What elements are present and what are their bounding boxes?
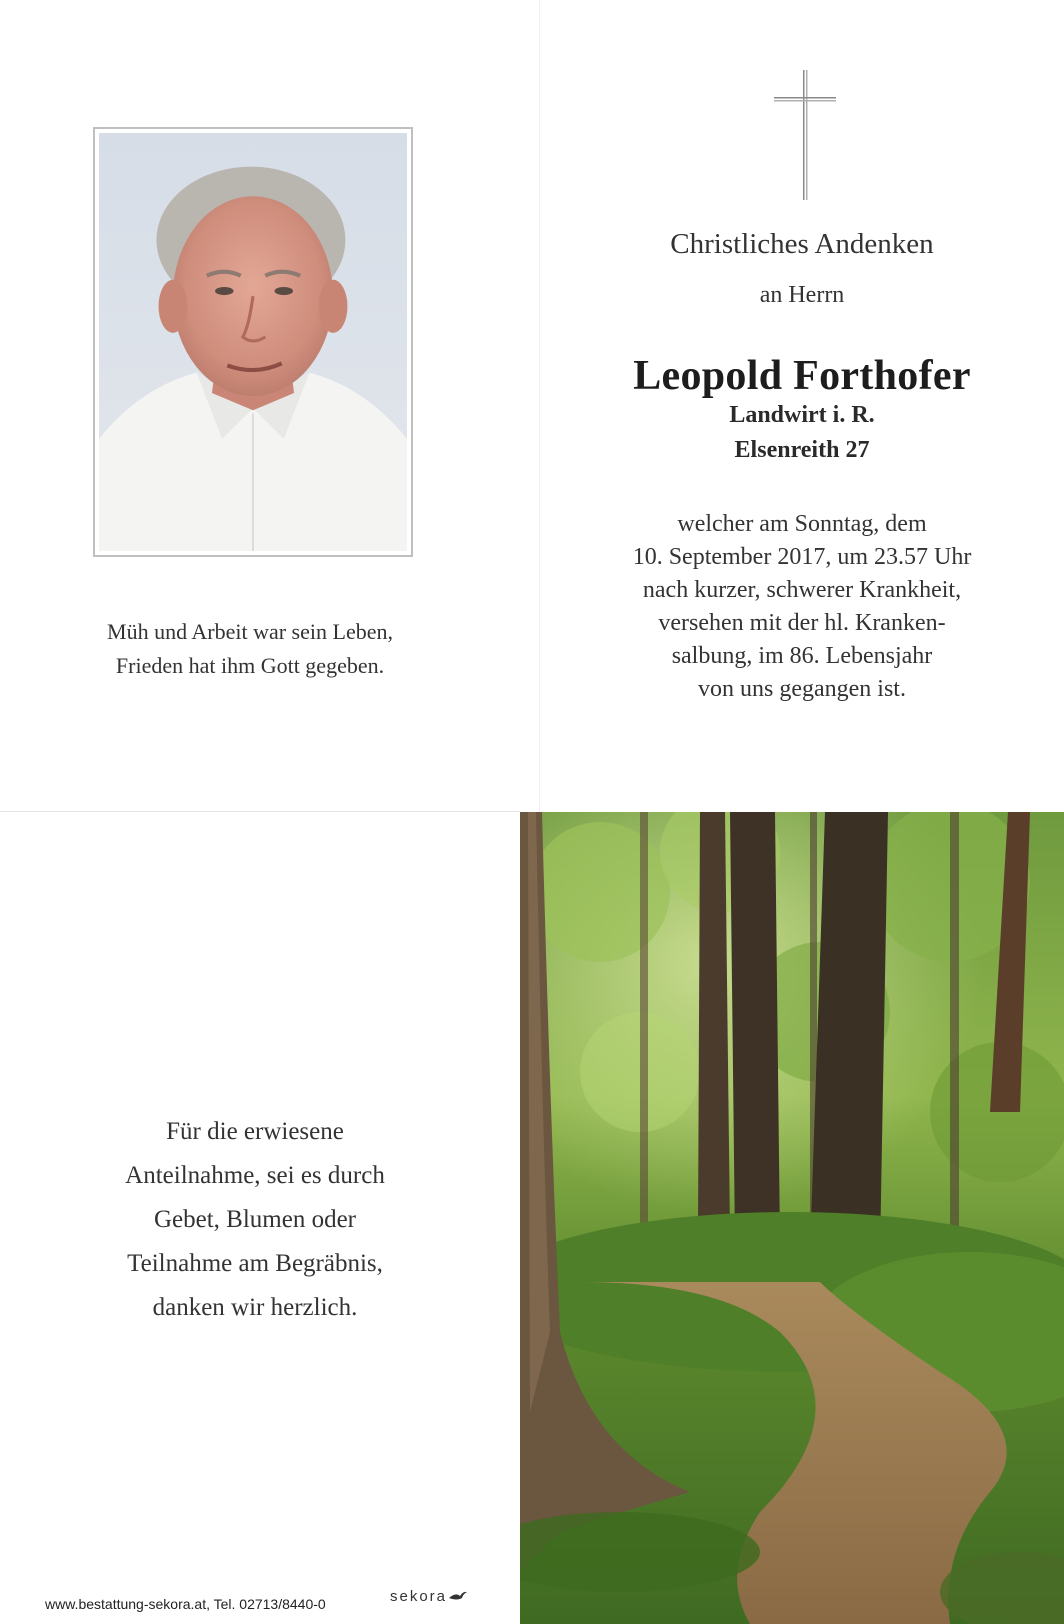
footer-contact: www.bestattung-sekora.at, Tel. 02713/8440-0 [45,1596,326,1612]
occupation: Landwirt i. R. [729,402,875,428]
cross-icon [774,70,836,200]
thanks-text [0,1110,510,1330]
thanks-line: Gebet, Blumen oder [153,1206,357,1233]
obituary-line: nach kurzer, schwerer Krankheit, [642,577,962,603]
verse-line: Müh und Arbeit war sein Leben, [107,619,393,644]
forest-panel [520,812,1064,1624]
fold-line-horizontal [0,811,520,812]
obituary-line: salbung, im 86. Lebensjahr [671,643,933,669]
thanks-line: danken wir herzlich. [152,1294,358,1321]
salutation: an Herrn [759,282,845,308]
portrait-panel [0,0,540,812]
brand-logo: sekora [390,1588,448,1605]
bird-icon [448,1590,468,1602]
forest-photo [520,812,1064,1624]
obituary-line: 10. September 2017, um 23.57 Uhr [632,544,972,570]
verse [40,615,460,683]
obituary-text [540,508,1064,706]
deceased-name: Leopold Forthofer [633,353,971,399]
obituary-line: welcher am Sonntag, dem [677,511,927,537]
portrait-photo [93,127,413,557]
obituary-line: von uns gegangen ist. [698,676,906,702]
address: Elsenreith 27 [734,437,870,463]
obituary-line: versehen mit der hl. Kranken- [658,610,946,636]
thanks-line: Anteilnahme, sei es durch [125,1162,385,1189]
heading: Christliches Andenken [670,228,934,260]
thanks-line: Teilnahme am Begräbnis, [127,1250,383,1277]
thanks-line: Für die erwiesene [166,1118,344,1145]
verse-line: Frieden hat ihm Gott gegeben. [115,653,385,678]
